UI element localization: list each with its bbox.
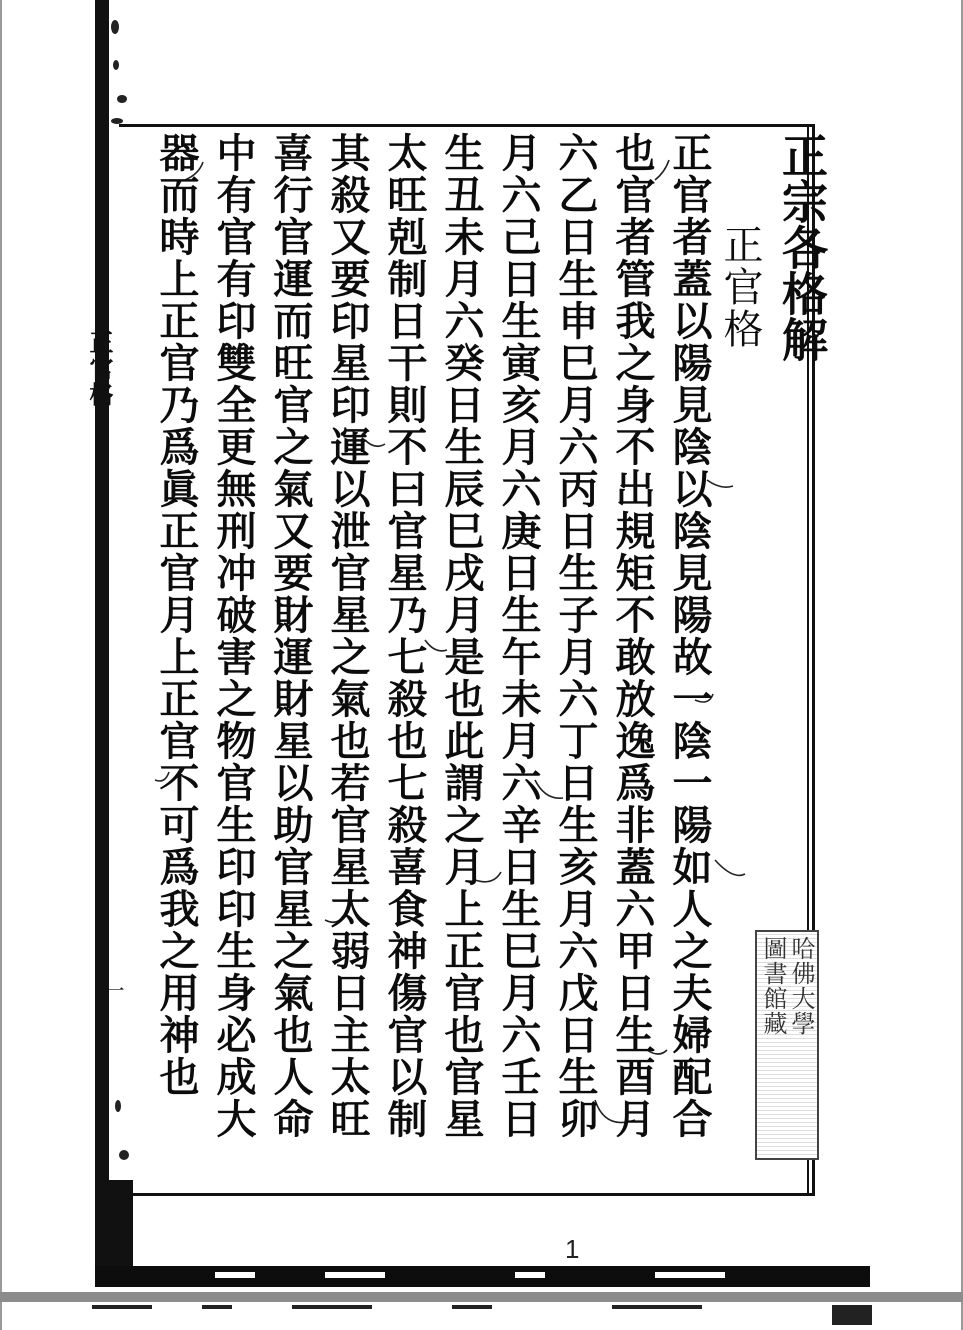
- window-edge-left: [0, 0, 2, 1330]
- text-column-1: 正官者蓋以陽見陰以陰見陽故一陰一陽如人之夫婦配合: [666, 132, 713, 1140]
- page-separator: [0, 1292, 963, 1302]
- stamp-text-right: 哈佛大學: [787, 936, 815, 1036]
- subtitle-column: 正官格: [717, 224, 763, 350]
- text-column-9: 中有官有印雙全更無刑冲破害之物官生印印生身必成大: [210, 132, 257, 1140]
- ear-folio-number: 一: [101, 980, 125, 1000]
- text-column-4: 月六己日生寅亥月六庚日生午未月六辛日生巳月六壬日: [495, 132, 542, 1140]
- ear-label: 正官格: [85, 330, 114, 408]
- text-column-3: 六乙日生申巳月六丙日生子月六丁日生亥月六戊日生卯: [552, 132, 599, 1140]
- text-column-10: 器而時上正官乃爲眞正官月上正官不可爲我之用神也: [153, 132, 200, 1098]
- stamp-text-left: 圖書館藏: [759, 936, 787, 1036]
- text-column-2: 也官者管我之身不出規矩不敢放逸爲非蓋六甲日生酉月: [609, 132, 656, 1140]
- text-column-8: 喜行官運而旺官之氣又要財運財星以助官星之氣也人命: [267, 132, 314, 1140]
- text-columns: [118, 132, 830, 1192]
- text-column-7: 其殺又要印星印運以泄官星之氣也若官星太弱日主太旺: [324, 132, 371, 1140]
- book-spine: [95, 0, 109, 1287]
- page-number: 1: [565, 1234, 580, 1264]
- bottom-scan-edge: [95, 1266, 870, 1287]
- text-column-5: 生丑未月六癸日生辰巳戌月是也此謂之月上正官也官星: [438, 132, 485, 1140]
- next-page-preview: [92, 1302, 872, 1330]
- text-column-6: 太旺剋制日干則不曰官星乃七殺也七殺喜食神傷官以制: [381, 132, 428, 1140]
- title-column: 正宗各格解: [775, 132, 829, 362]
